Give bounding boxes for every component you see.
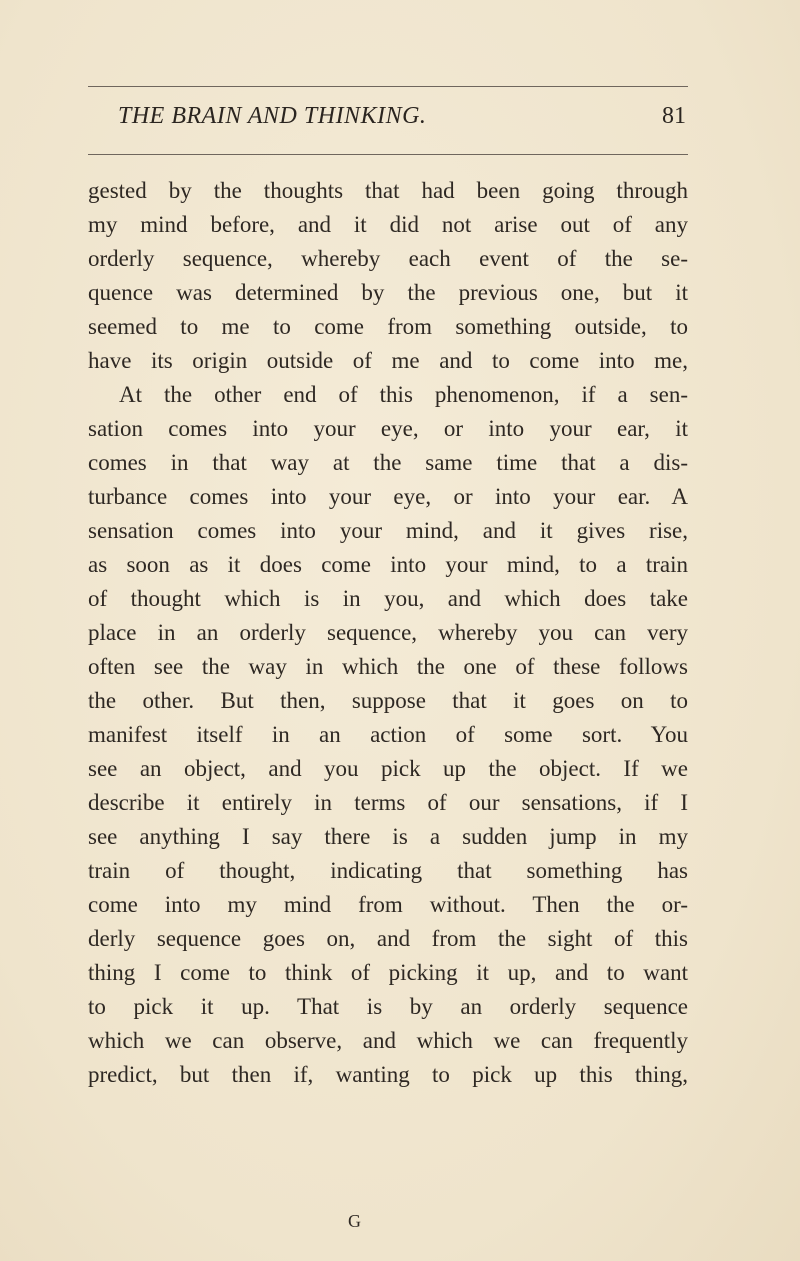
body-text [88,174,688,1092]
text-line: predict, but then if, wanting to pick up this thing, [88,1062,688,1087]
text-line: seemed to me to come from something outside, to [88,314,688,339]
signature-mark: G [348,1211,361,1231]
text-line: orderly sequence, whereby each event of the se- [88,246,688,271]
running-header [88,86,688,156]
text-line: as soon as it does come into your mind, to a train [88,552,688,577]
text-line: comes in that way at the same time that a dis- [88,450,688,475]
text-line: place in an orderly sequence, whereby you can very [88,620,688,645]
text-line-paragraph-start: At the other end of this phenomenon, if a sen- [119,382,688,407]
text-line: manifest itself in an action of some sort. You [88,722,688,747]
text-line: describe it entirely in terms of our sensations, if I [88,790,688,815]
text-line: come into my mind from without. Then the or- [88,892,688,917]
text-line: quence was determined by the previous one, but it [88,280,688,305]
running-head-row [88,101,688,141]
text-line: often see the way in which the one of these follows [88,654,688,679]
text-line: sation comes into your eye, or into your ear, it [88,416,688,441]
text-line: see an object, and you pick up the object. If we [88,756,688,781]
text-line: of thought which is in you, and which does take [88,586,688,611]
text-line: my mind before, and it did not arise out of any [88,212,688,237]
text-line: to pick it up. That is by an orderly sequence [88,994,688,1019]
text-line: see anything I say there is a sudden jump in my [88,824,688,849]
text-line: gested by the thoughts that had been going through [88,178,688,203]
header-rule-bottom [88,154,688,155]
text-line: thing I come to think of picking it up, and to want [88,960,688,985]
text-line: which we can observe, and which we can frequently [88,1028,688,1053]
text-line: turbance comes into your eye, or into your ear. A [88,484,688,509]
page-number: 81 [662,103,686,129]
text-line: train of thought, indicating that something has [88,858,688,883]
running-title: THE BRAIN AND THINKING. [118,103,427,129]
text-line: the other. But then, suppose that it goes on to [88,688,688,713]
text-line: have its origin outside of me and to come into me, [88,348,688,373]
text-line: derly sequence goes on, and from the sight of this [88,926,688,951]
text-line: sensation comes into your mind, and it gives rise, [88,518,688,543]
header-rule-top [88,86,688,87]
